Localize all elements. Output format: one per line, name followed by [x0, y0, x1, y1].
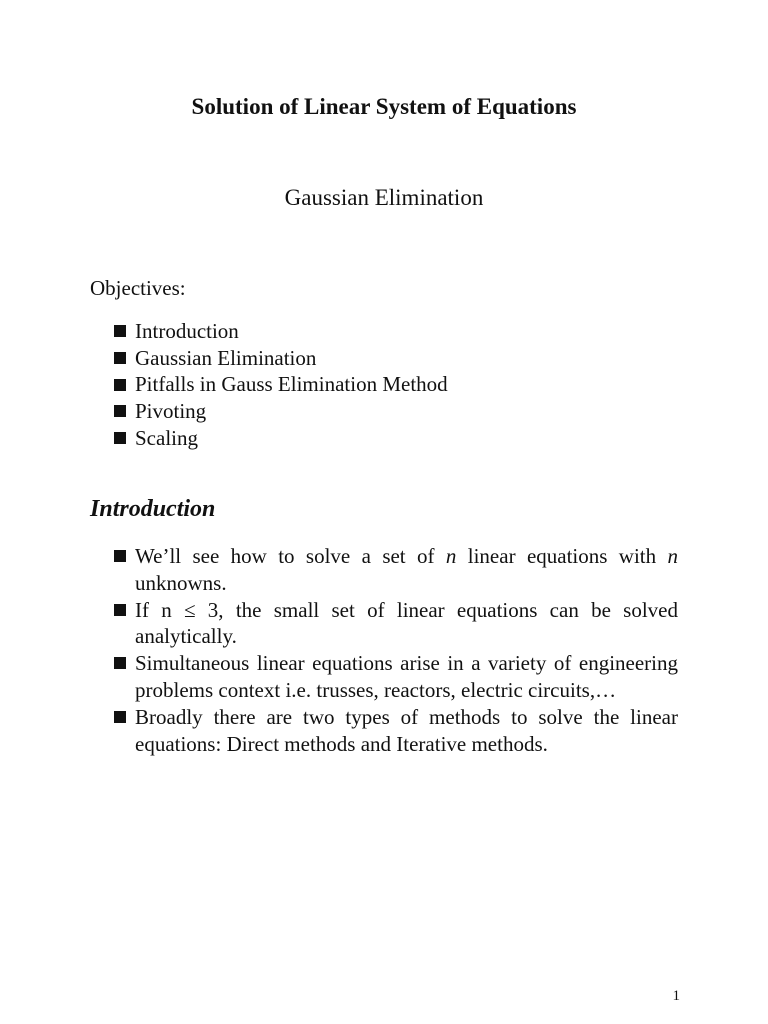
black-square-icon: [114, 550, 126, 562]
objective-label: Pitfalls in Gauss Elimination Method: [135, 372, 448, 397]
introduction-list: [114, 543, 678, 757]
document-subtitle: Gaussian Elimination: [284, 185, 484, 210]
objective-label: Introduction: [135, 319, 239, 343]
list-item: [114, 398, 448, 425]
list-item: [114, 318, 448, 345]
objectives-list: [114, 318, 448, 451]
introduction-paragraph: Simultaneous linear equations arise in a variety of engineering problems context i.e. trusses, reactors, electric circuits,…: [135, 651, 678, 702]
list-item: [114, 597, 678, 651]
black-square-icon: [114, 379, 126, 391]
list-item: [114, 543, 678, 597]
black-square-icon: [114, 405, 126, 417]
page-number: 1: [672, 988, 680, 1004]
introduction-paragraph: If n ≤ 3, the small set of linear equations can be solved analytically.: [135, 597, 678, 649]
black-square-icon: [114, 604, 126, 616]
introduction-paragraph: Broadly there are two types of methods to solve the linear equations: Direct methods and Iterative methods.: [135, 704, 678, 756]
list-item: [114, 425, 448, 452]
objectives-heading: Objectives:: [90, 276, 186, 300]
black-square-icon: [114, 325, 126, 337]
black-square-icon: [114, 352, 126, 364]
list-item: [114, 345, 448, 372]
black-square-icon: [114, 432, 126, 444]
black-square-icon: [114, 711, 126, 723]
document-title: Solution of Linear System of Equations: [191, 94, 577, 119]
list-item: [114, 650, 678, 704]
black-square-icon: [114, 657, 126, 669]
objective-label: Pivoting: [135, 399, 207, 424]
introduction-paragraph: We’ll see how to solve a set of n linear equations with n unknowns.: [135, 544, 679, 595]
objective-label: Gaussian Elimination: [135, 345, 317, 370]
list-item: [114, 704, 678, 758]
introduction-heading: Introduction: [90, 496, 216, 522]
list-item: [114, 371, 448, 398]
objective-label: Scaling: [135, 425, 198, 450]
